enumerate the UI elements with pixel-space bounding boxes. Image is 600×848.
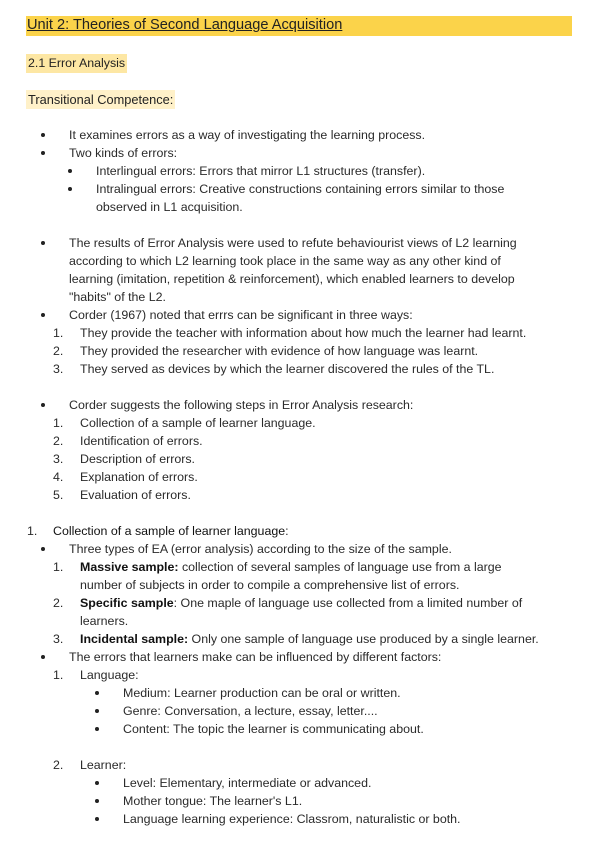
bullet-dot [68,169,72,173]
bullet-dot [95,727,99,731]
page-title-text: Unit 2: Theories of Second Language Acquisition [27,17,343,33]
incidental-text: Only one sample of language use produced by a single learner. [188,632,539,646]
list-number: 1. [53,416,64,430]
list-number: 5. [53,488,64,502]
bullet-dot [95,799,99,803]
list-item-continued: learners. [80,614,129,628]
sub-bullet-text: Language learning experience: Classrom, naturalistic or both. [123,812,461,826]
list-item: Language: [80,668,139,682]
specific-label: Specific sample [80,596,174,610]
bullet-text: Corder suggests the following steps in Error Analysis research: [69,398,414,412]
sub-bullet-text: Intralingual errors: Creative constructions containing errors similar to those [96,182,505,196]
list-number: 3. [53,632,64,646]
list-item: Evaluation of errors. [80,488,191,502]
bullet-text: Corder (1967) noted that errrs can be significant in three ways: [69,308,413,322]
list-number: 2. [53,344,64,358]
bullet-dot [68,187,72,191]
list-number: 2. [53,596,64,610]
bullet-dot [41,655,45,659]
bullet-dot [41,403,45,407]
list-number: 1. [53,668,64,682]
bullet-dot [95,781,99,785]
list-item: They provide the teacher with information about how much the learner had learnt. [80,326,527,340]
bullet-text: Two kinds of errors: [69,146,178,160]
sub-bullet-text: Mother tongue: The learner's L1. [123,794,303,808]
list-number: 1. [27,524,38,538]
list-number: 3. [53,362,64,376]
list-number: 2. [53,434,64,448]
specific-text: : One maple of language use collected from a limited number of [173,596,523,610]
massive-label: Massive sample: [80,560,179,574]
list-item [80,594,522,612]
list-item: Collection of a sample of learner language. [80,416,316,430]
bullet-text: "habits" of the L2. [69,290,166,304]
list-number: 2. [53,758,64,772]
list-item: Explanation of errors. [80,470,198,484]
list-number: 1. [53,560,64,574]
sub-bullet-text: observed in L1 acquisition. [96,200,243,214]
massive-text: collection of several samples of language use from a large [178,560,502,574]
list-item: Description of errors. [80,452,195,466]
bullet-dot [41,241,45,245]
list-item-continued: number of subjects in order to compile a comprehensive list of errors. [80,578,460,592]
bullet-text: according to which L2 learning took place in the same way as any other kind of [69,254,501,268]
bullet-dot [95,709,99,713]
bullet-dot [95,691,99,695]
list-item: Learner: [80,758,127,772]
bullet-text: learning (imitation, repetition & reinforcement), which enabled learners to develop [69,272,515,286]
list-item: Identification of errors. [80,434,203,448]
bullet-dot [95,817,99,821]
list-number: 4. [53,470,64,484]
bullet-text: It examines errors as a way of investigating the learning process. [69,128,426,142]
list-item [80,558,502,576]
section-subtitle: 2.1 Error Analysis [26,54,127,73]
list-number: 3. [53,452,64,466]
bullet-dot [41,547,45,551]
list-item: They served as devices by which the learner discovered the rules of the TL. [80,362,495,376]
collection-heading-colon: : [285,524,289,538]
collection-heading [53,522,289,540]
sub-bullet-text: Interlingual errors: Errors that mirror L1 structures (transfer). [96,164,426,178]
bullet-text: The errors that learners make can be influenced by different factors: [69,650,442,664]
bullet-dot [41,151,45,155]
bullet-text: Three types of EA (error analysis) according to the size of the sample. [69,542,452,556]
bullet-text: The results of Error Analysis were used to refute behaviourist views of L2 learning [69,236,517,250]
list-item [80,630,539,648]
collection-heading-text: Collection of a sample of learner language [53,524,286,538]
sub-bullet-text: Content: The topic the learner is communicating about. [123,722,424,736]
sub-bullet-text: Medium: Learner production can be oral or written. [123,686,401,700]
list-item: They provided the researcher with evidence of how language was learnt. [80,344,479,358]
bullet-dot [41,133,45,137]
incidental-label: Incidental sample: [80,632,189,646]
sub-bullet-text: Genre: Conversation, a lecture, essay, letter.... [123,704,378,718]
list-number: 1. [53,326,64,340]
section-heading: Transitional Competence: [28,92,174,107]
page-title [26,16,572,36]
bullet-dot [41,313,45,317]
sub-bullet-text: Level: Elementary, intermediate or advanced. [123,776,372,790]
